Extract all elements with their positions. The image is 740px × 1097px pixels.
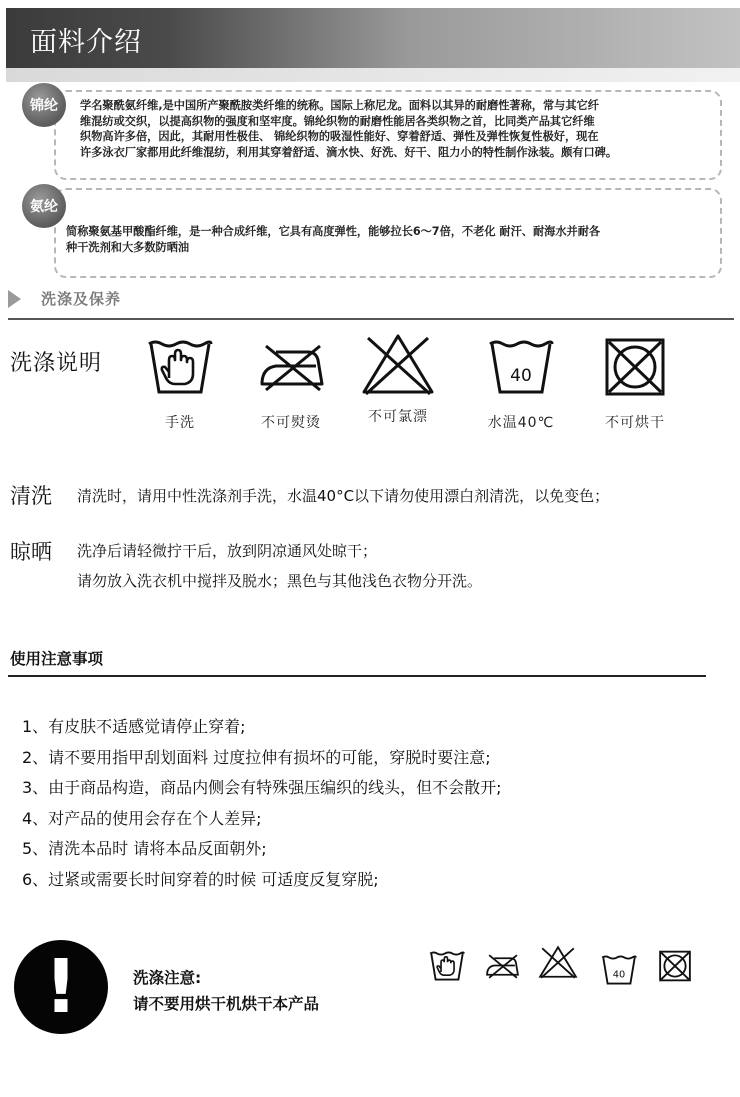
dry-text-line: 洗净后请轻微拧干后，放到阴凉通风处晾干； bbox=[77, 542, 378, 560]
badge-nylon: 锦纶 bbox=[22, 83, 66, 127]
list-item: 6、过紧或需要长时间穿着的时候 可适度反复穿脱; bbox=[22, 869, 379, 889]
fabric-description-nylon bbox=[66, 98, 710, 160]
list-item: 1、有皮肤不适感觉请停止穿着; bbox=[22, 717, 246, 736]
mini-no-bleach-icon bbox=[538, 944, 578, 980]
list-item: 2、请不要用指甲刮划面料 过度拉伸有损坏的可能，穿脱时要注意; bbox=[22, 747, 491, 767]
fabric-box-nylon bbox=[54, 90, 722, 180]
mini-no-iron-icon bbox=[484, 950, 520, 982]
section-divider bbox=[8, 675, 706, 677]
care-symbol-label: 手洗 bbox=[165, 415, 195, 431]
wash-section-title: 洗涤及保养 bbox=[41, 290, 122, 308]
care-symbol-no-iron bbox=[246, 338, 336, 432]
header-strip bbox=[6, 68, 740, 82]
mini-hand-wash-icon bbox=[428, 950, 466, 982]
list-item: 4、对产品的使用会存在个人差异; bbox=[22, 808, 262, 828]
clean-heading: 清洗 bbox=[10, 484, 52, 508]
precautions-list bbox=[22, 712, 502, 895]
list-item: 3、由于商品构造，商品内侧会有特殊强压编织的线头，但不会散开; bbox=[22, 778, 502, 797]
mini-no-tumble-dry-icon bbox=[658, 950, 692, 982]
warning-icon: ! bbox=[14, 940, 108, 1034]
hand-wash-icon bbox=[145, 338, 215, 396]
fabric-box-spandex bbox=[54, 188, 722, 278]
wash-temperature: 40 bbox=[510, 366, 532, 386]
fabric-line: 许多泳衣厂家都用此纤维混纺，利用其穿着舒适、滴水快、好洗、好干、阻力小的特性制作泳装。颇有口碑。 bbox=[80, 145, 618, 159]
no-iron-icon bbox=[256, 338, 326, 396]
fabric-line: 种干洗剂和大多数防晒油 bbox=[66, 240, 190, 254]
mini-wash-40-icon bbox=[600, 954, 638, 986]
fabric-line: 织物高许多倍，因此，其耐用性极佳、 锦纶织物的吸湿性能好、穿着舒适、弹性及弹性恢复性极好，现在 bbox=[80, 130, 599, 143]
fabric-description-spandex bbox=[66, 224, 710, 255]
care-symbol-no-bleach bbox=[353, 338, 443, 426]
list-item: 5、清洗本品时 请将本品反面朝外; bbox=[22, 839, 267, 858]
care-symbol-hand-wash bbox=[135, 338, 225, 432]
no-bleach-icon bbox=[360, 332, 436, 396]
dry-text-line: 请勿放入洗衣机中搅拌及脱水；黑色与其他浅色衣物分开洗。 bbox=[77, 572, 483, 590]
no-tumble-dry-icon bbox=[603, 338, 667, 396]
care-symbol-label: 水温40℃ bbox=[487, 415, 555, 431]
care-symbol-wash-40 bbox=[476, 338, 566, 432]
page-title: 面料介绍 bbox=[30, 27, 142, 58]
fabric-line: 维混纺或交织，以提高织物的强度和坚牢度。锦纶织物的耐磨性能居各类织物之首，比同类产品其它纤维 bbox=[80, 114, 595, 128]
care-symbol-no-tumble-dry bbox=[590, 338, 680, 432]
care-symbol-label: 不可氯漂 bbox=[368, 409, 428, 425]
care-symbol-label: 不可熨烫 bbox=[261, 415, 321, 431]
precautions-title: 使用注意事项 bbox=[10, 650, 104, 668]
care-symbol-label: 不可烘干 bbox=[605, 415, 665, 431]
header-bar bbox=[6, 8, 740, 68]
wash-40-icon bbox=[486, 338, 556, 396]
fabric-line: 学名聚酰氨纤维,是中国所产聚酰胺类纤维的统称。国际上称尼龙。面料以其异的耐磨性著称，常与其它纤 bbox=[80, 99, 599, 112]
washing-notice-text: 请不要用烘干机烘干本产品 bbox=[133, 995, 320, 1013]
badge-spandex: 氨纶 bbox=[22, 184, 66, 228]
fabric-line: 简称聚氨基甲酸酯纤维，是一种合成纤维，它具有高度弹性，能够拉长6～7倍，不老化 耐汗、耐海水并耐各 bbox=[66, 225, 601, 238]
section-divider bbox=[8, 318, 734, 320]
dry-heading: 晾晒 bbox=[10, 540, 52, 564]
wash-section-header bbox=[8, 288, 121, 309]
care-instructions-label: 洗涤说明 bbox=[10, 351, 103, 376]
triangle-arrow-icon bbox=[8, 290, 21, 308]
washing-notice-title: 洗涤注意: bbox=[133, 969, 202, 987]
clean-text: 清洗时，请用中性洗涤剂手洗，水温40°C以下请勿使用漂白剂清洗，以免变色； bbox=[77, 487, 610, 505]
mini-wash-temperature: 40 bbox=[612, 969, 626, 981]
